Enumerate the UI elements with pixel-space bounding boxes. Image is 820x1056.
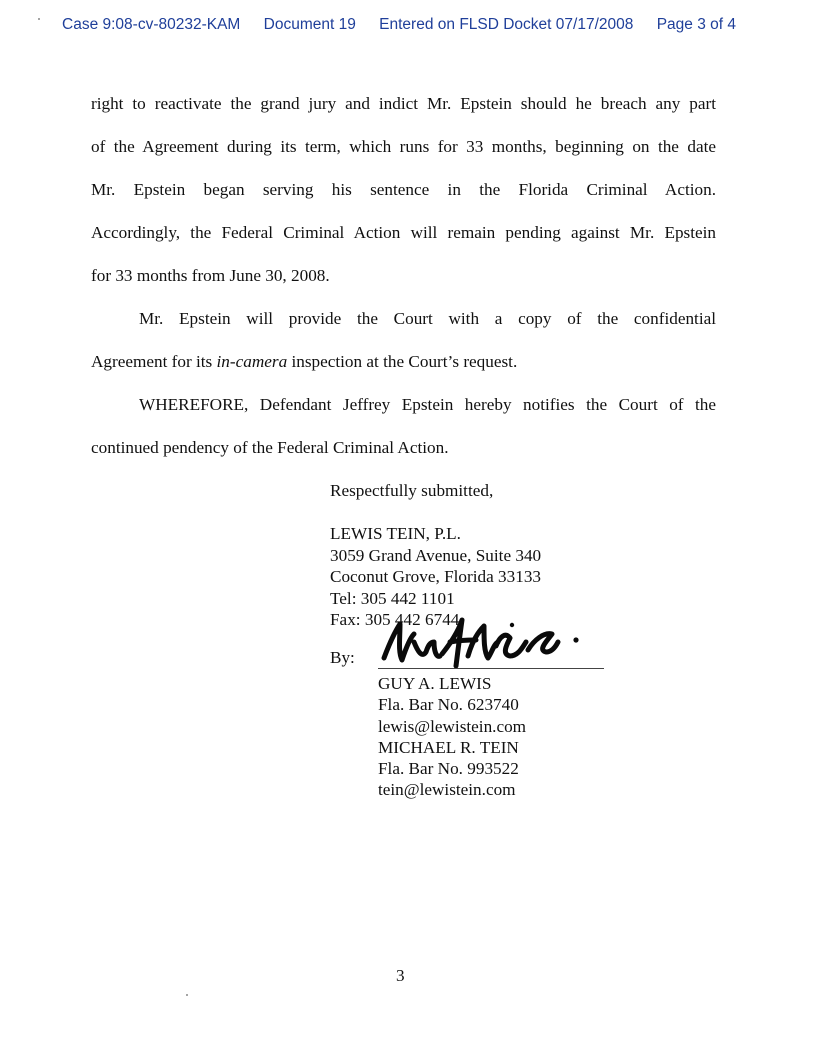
handwritten-signature bbox=[380, 612, 580, 668]
body-paragraph-1 bbox=[91, 94, 716, 309]
docket-entry-date: Entered on FLSD Docket 07/17/2008 bbox=[379, 16, 634, 33]
address-line-2: Coconut Grove, Florida 33133 bbox=[330, 567, 542, 586]
attorney-block bbox=[378, 673, 526, 801]
scan-speck bbox=[38, 18, 40, 20]
signature-line bbox=[378, 668, 604, 669]
body-line: for 33 months from June 30, 2008. bbox=[91, 266, 330, 285]
scan-speck bbox=[186, 994, 188, 996]
body-paragraph-3 bbox=[91, 395, 716, 481]
closing-text: Respectfully submitted, bbox=[330, 481, 494, 500]
body-paragraph-2 bbox=[91, 309, 716, 395]
attorney-name: GUY A. LEWIS bbox=[378, 674, 492, 693]
by-label: By: bbox=[330, 648, 355, 667]
body-line: Mr. Epstein began serving his sentence in the Florida Criminal Action. bbox=[91, 180, 716, 199]
page-indicator: Page 3 of 4 bbox=[656, 16, 736, 33]
page-number: 3 bbox=[396, 966, 405, 985]
body-line: WHEREFORE, Defendant Jeffrey Epstein hereby notifies the Court of the bbox=[139, 395, 716, 414]
bar-number: Fla. Bar No. 623740 bbox=[378, 695, 519, 715]
body-line: of the Agreement during its term, which runs for 33 months, beginning on the date bbox=[91, 137, 716, 156]
body-text-segment: inspection at the Court’s request. bbox=[287, 352, 518, 371]
body-line: continued pendency of the Federal Criminal Action. bbox=[91, 438, 449, 457]
body-line: Mr. Epstein will provide the Court with a copy of the confidential bbox=[139, 309, 716, 328]
attorney-email: tein@lewistein.com bbox=[378, 780, 516, 800]
case-number: Case 9:08-cv-80232-KAM bbox=[62, 16, 241, 33]
docket-header bbox=[62, 16, 736, 34]
body-line: Accordingly, the Federal Criminal Action will remain pending against Mr. Epstein bbox=[91, 223, 716, 242]
body-text-segment: Agreement for its bbox=[91, 352, 217, 371]
firm-name: LEWIS TEIN, P.L. bbox=[330, 524, 461, 543]
document-number: Document 19 bbox=[263, 16, 356, 33]
fax: Fax: 305 442 6744 bbox=[330, 610, 460, 629]
attorney-email: lewis@lewistein.com bbox=[378, 716, 527, 736]
bar-number: Fla. Bar No. 993522 bbox=[378, 759, 519, 779]
italic-term: in-camera bbox=[216, 352, 288, 371]
body-line bbox=[91, 352, 716, 395]
body-line: right to reactivate the grand jury and indict Mr. Epstein should he breach any part bbox=[91, 94, 716, 113]
address-line-1: 3059 Grand Avenue, Suite 340 bbox=[330, 545, 542, 565]
telephone: Tel: 305 442 1101 bbox=[330, 588, 455, 608]
attorney-name: MICHAEL R. TEIN bbox=[378, 737, 519, 757]
closing-salutation bbox=[330, 480, 493, 502]
